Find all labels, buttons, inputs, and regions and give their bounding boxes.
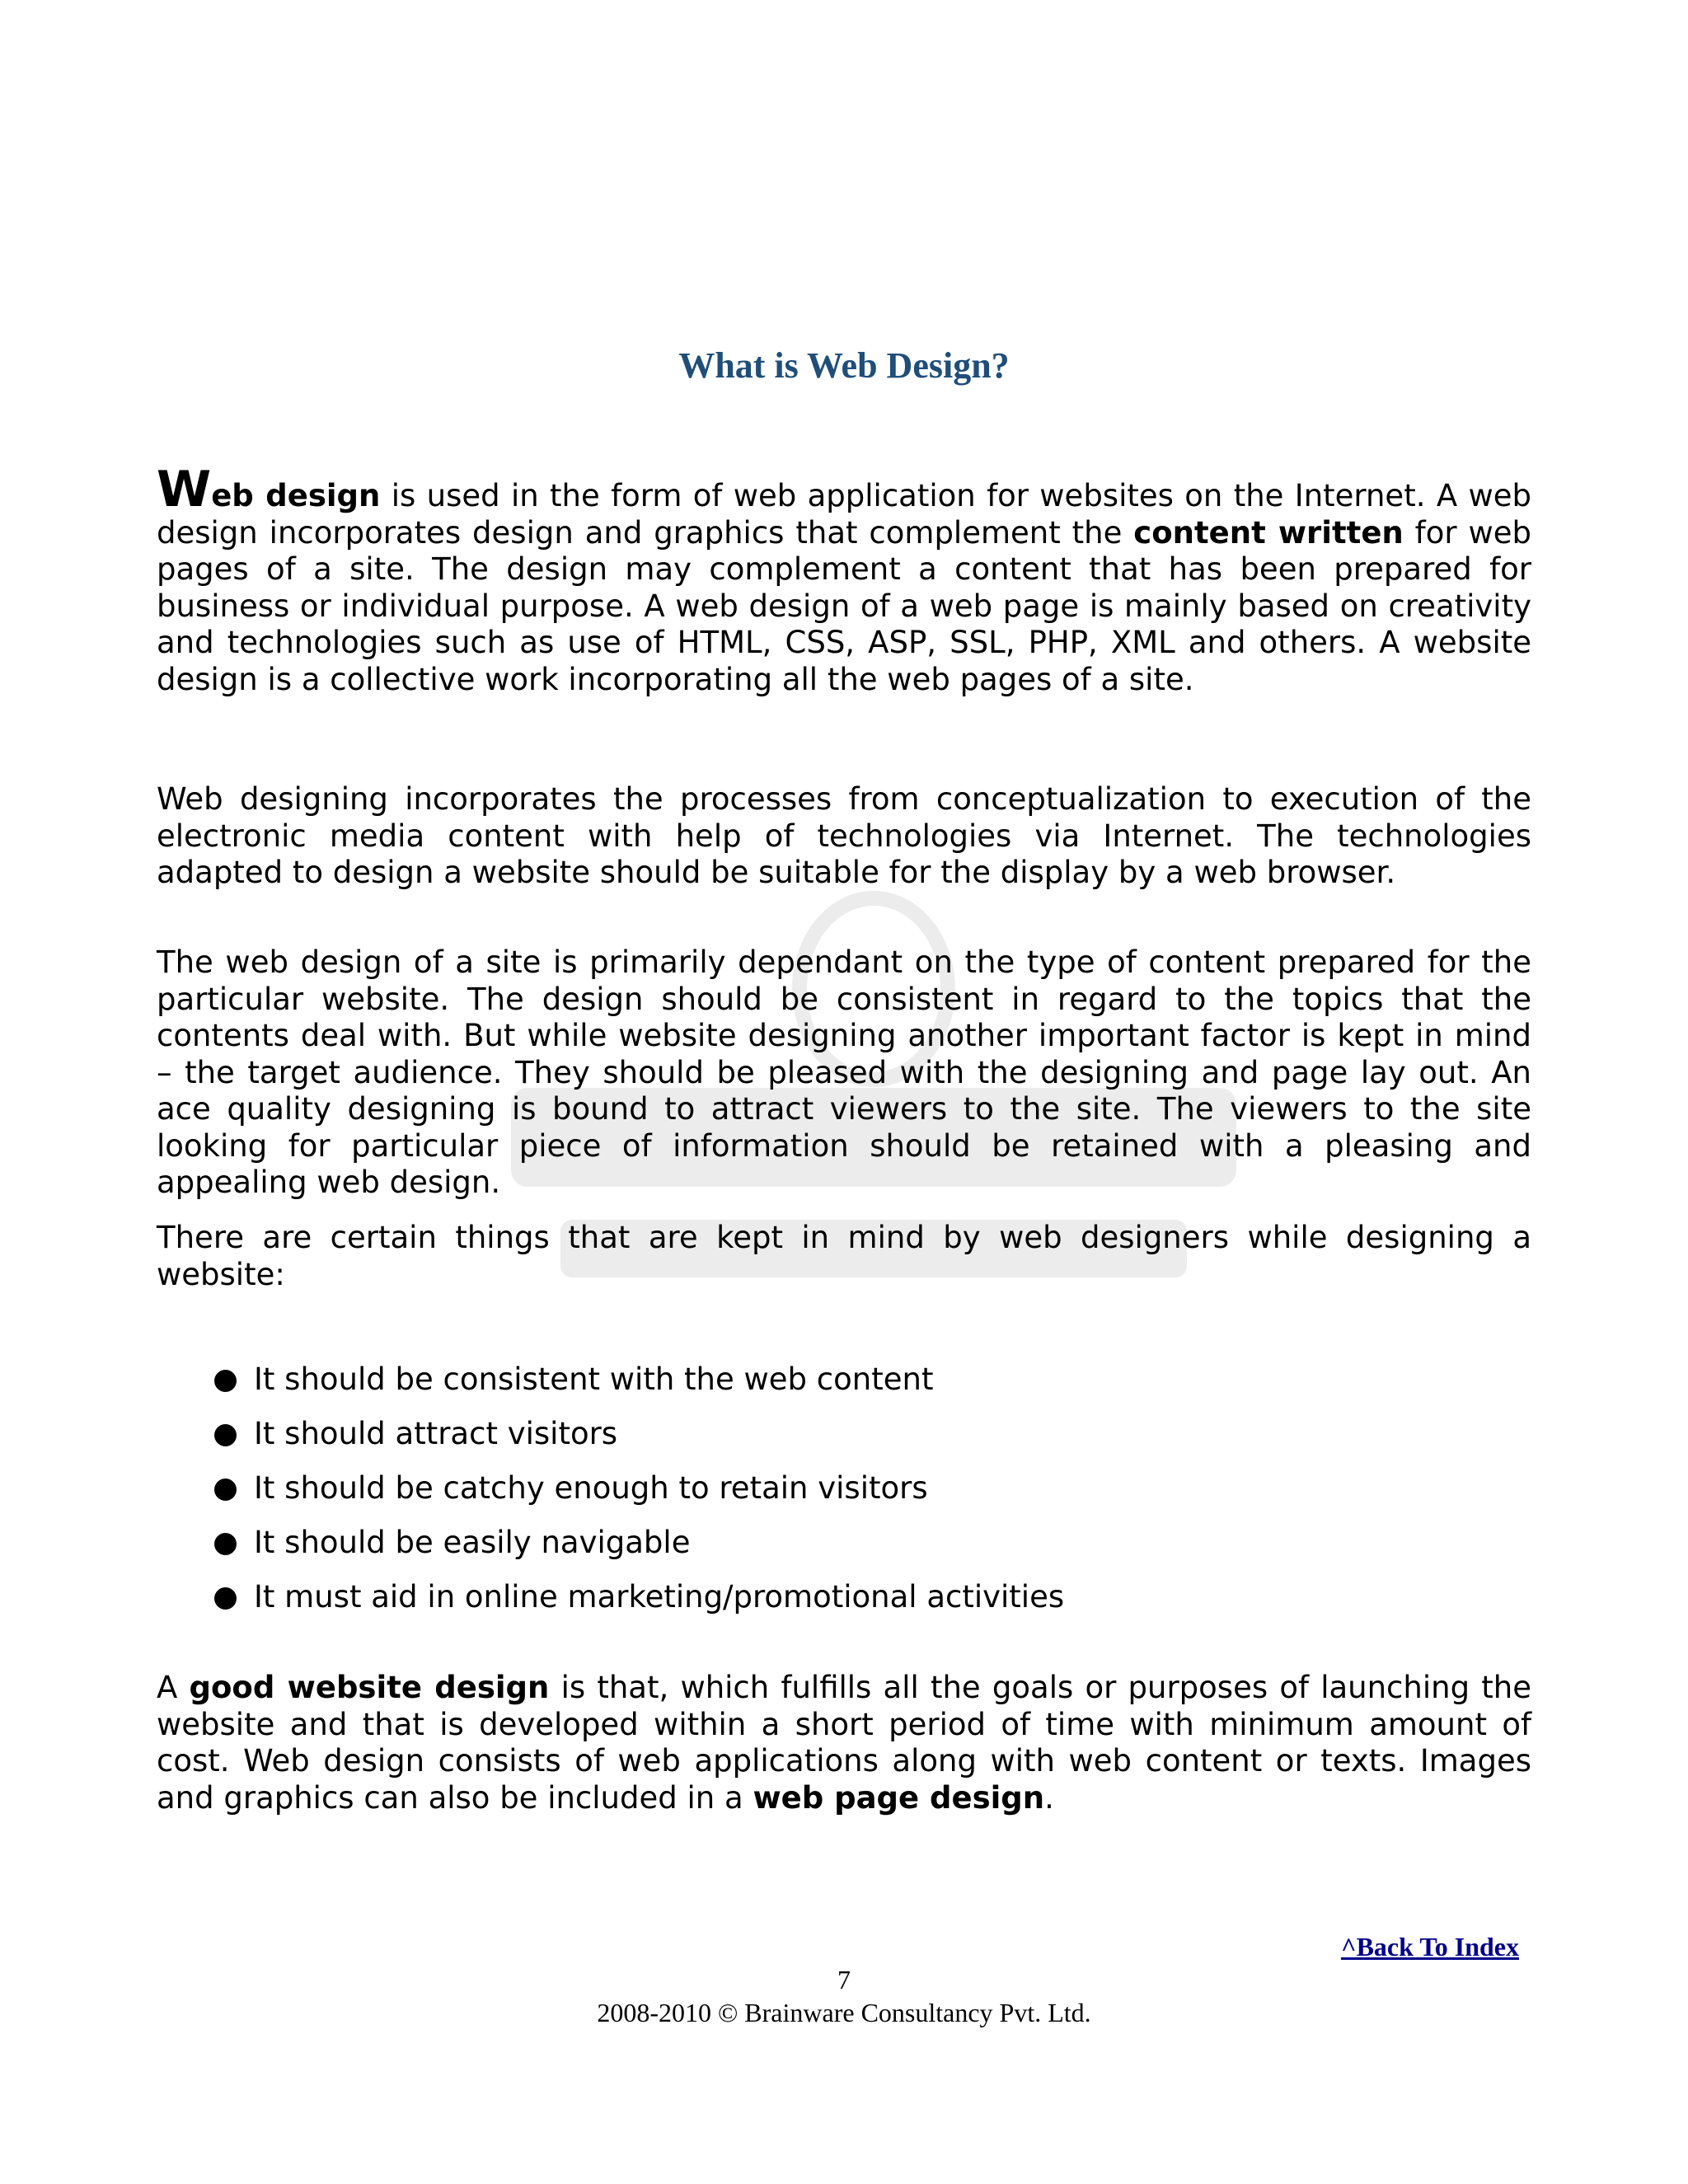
list-item-text: It should be consistent with the web content [254,1361,934,1397]
page-title: What is Web Design? [678,345,1010,386]
bullet-icon [214,1587,237,1610]
good-design-text-a: A [157,1670,190,1705]
bullet-icon [214,1479,237,1501]
list-item-text: It must aid in online marketing/promotional activities [254,1579,1065,1615]
bullet-icon [214,1370,237,1392]
bullet-icon [214,1424,237,1446]
copyright-notice: 2008-2010 © Brainware Consultancy Pvt. Ltd. [597,1998,1091,2027]
good-design-text-b: is that, which fulfills all the goals or purposes of launching the website and that is developed within a short period of time with minimum amount of cost. Web design consists of web applications along with web content or texts. Images and graphics can also be included in a [157,1670,1531,1816]
list-item-text: It should be easily navigable [254,1525,691,1560]
list-item [214,1525,1451,1579]
bold-good-website-design: good website design [189,1670,550,1705]
bullet-list [214,1361,1451,1633]
paragraph-intro [157,461,1531,698]
list-item-text: It should attract visitors [254,1416,618,1451]
list-item [214,1416,1451,1470]
drop-cap: W [157,461,212,518]
bold-content-written: content written [1133,514,1404,551]
list-item-text: It should be catchy enough to retain visitors [254,1470,928,1506]
paragraph-designing: Web designing incorporates the processes from conceptualization to execution of the electronic media content with help of technologies via Internet. The technologies adapted to design a website should be suitable for the display by a web browser. [157,781,1531,890]
good-design-text-c: . [1044,1779,1054,1816]
list-item [214,1361,1451,1416]
back-to-index-link[interactable]: ^Back To Index [1340,1932,1519,1961]
bold-web-design: eb design [211,478,381,513]
list-item [214,1579,1451,1633]
paragraph-site-design: The web design of a site is primarily dependant on the type of content prepared for the particular website. The design should be consistent in regard to the topics that the contents deal with. But while website designing another important factor is kept in mind – the target audience. They should be pleased with the designing and page lay out. An ace quality designing is bound to attract viewers to the site. The viewers to the site looking for particular piece of information should be retained with a pleasing and appealing web design. [157,944,1531,1200]
bullet-icon [214,1533,237,1555]
list-item [214,1470,1451,1525]
paragraph-good-design [157,1670,1531,1816]
intro-text-a: is used in the form of web application for websites on the Internet. A web design incorporates design and graphics that complement the [157,478,1531,551]
intro-text-b: for web pages of a site. The design may complement a content that has been prepared for business or individual purpose. A web design of a web page is mainly based on creativity and technologies such as use of HTML, CSS, ASP, SSL, PHP, XML and others. A website design is a collective work incorporating all the web pages of a site. [157,514,1531,697]
paragraph-things-kept-in-mind: There are certain things that are kept in mind by web designers while designing a website: [157,1220,1531,1292]
page-number: 7 [837,1965,851,1994]
bold-web-page-design: web page design [753,1779,1045,1816]
